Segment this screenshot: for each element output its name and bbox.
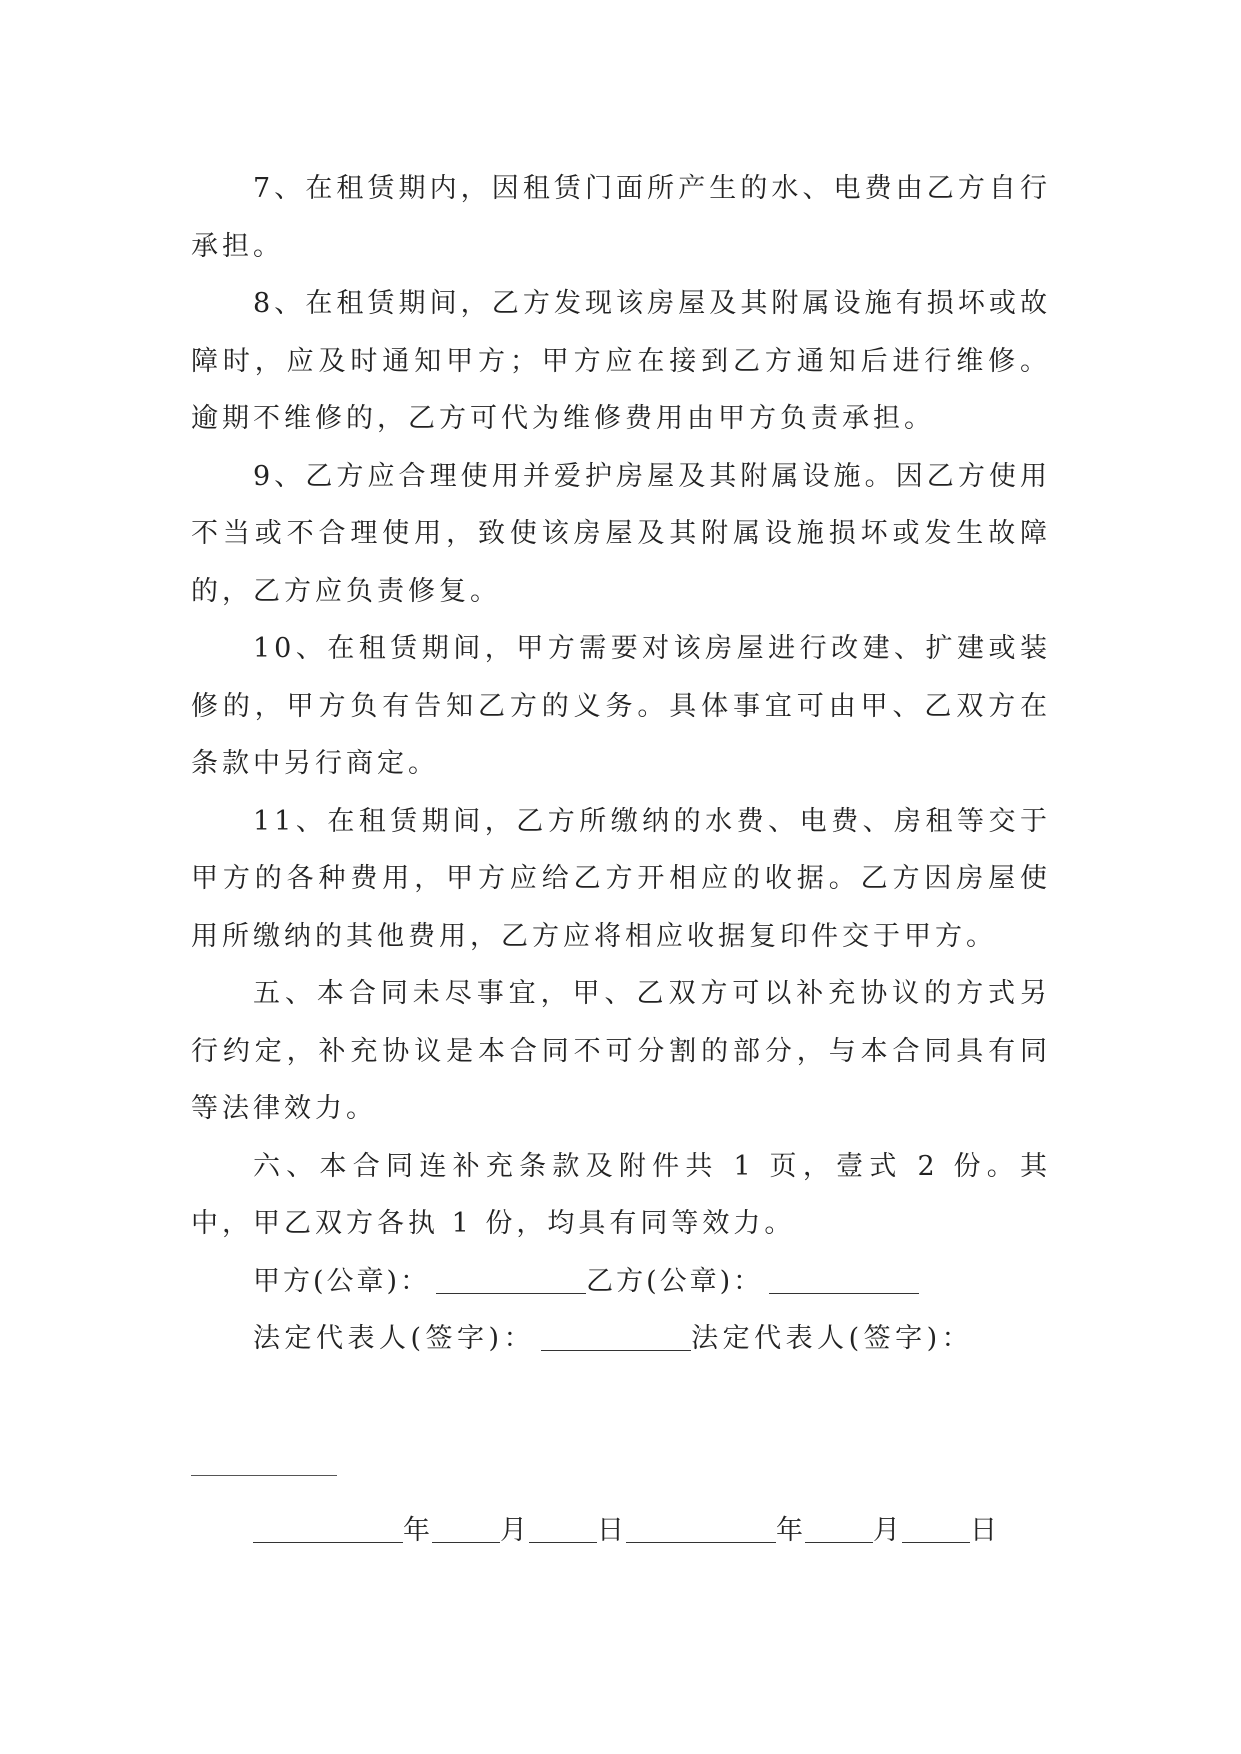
month-a-label: 月	[500, 1515, 529, 1546]
rep-b-label: 法定代表人(签字)：	[691, 1323, 974, 1354]
article-6: 六、本合同连补充条款及附件共 1 页，壹式 2 份。其中，甲乙双方各执 1 份，均具有同等效力。	[191, 1150, 1051, 1239]
seal-line	[191, 1253, 1051, 1311]
rep-b-blank[interactable]	[191, 1475, 337, 1476]
day-a-label: 日	[597, 1515, 626, 1546]
article-5: 五、本合同未尽事宜，甲、乙双方可以补充协议的方式另行约定，补充协议是本合同不可分割的部分，与本合同具有同等法律效力。	[191, 978, 1051, 1124]
year-b-label: 年	[776, 1515, 805, 1546]
month-b-blank[interactable]	[805, 1515, 873, 1543]
year-b-blank[interactable]	[626, 1515, 776, 1543]
day-b-blank[interactable]	[902, 1515, 970, 1543]
contract-body	[191, 160, 1051, 1368]
clause-11: 11、在租赁期间，乙方所缴纳的水费、电费、房租等交于甲方的各种费用，甲方应给乙方开相应的收据。乙方因房屋使用所缴纳的其他费用，乙方应将相应收据复印件交于甲方。	[191, 805, 1051, 952]
rep-a-label: 法定代表人(签字)：	[253, 1323, 536, 1354]
date-line	[253, 1502, 999, 1559]
party-a-seal-label: 甲方(公章)：	[253, 1265, 431, 1297]
party-b-seal-blank[interactable]	[769, 1266, 919, 1294]
day-b-label: 日	[970, 1515, 999, 1546]
clause-10: 10、在租赁期间，甲方需要对该房屋进行改建、扩建或装修的，甲方负有告知乙方的义务。具体事宜可由甲、乙双方在条款中另行商定。	[191, 633, 1051, 779]
clause-9: 9、乙方应合理使用并爱护房屋及其附属设施。因乙方使用不当或不合理使用，致使该房屋及其附属设施损坏或发生故障的，乙方应负责修复。	[191, 460, 1051, 607]
month-a-blank[interactable]	[432, 1515, 500, 1543]
representative-line	[191, 1310, 1051, 1368]
day-a-blank[interactable]	[529, 1515, 597, 1543]
year-a-blank[interactable]	[253, 1515, 403, 1543]
clause-7: 7、在租赁期内，因租赁门面所产生的水、电费由乙方自行承担。	[191, 173, 1051, 262]
rep-a-blank[interactable]	[541, 1323, 691, 1351]
clause-8: 8、在租赁期间，乙方发现该房屋及其附属设施有损坏或故障时，应及时通知甲方；甲方应在接到乙方通知后进行维修。逾期不维修的，乙方可代为维修费用由甲方负责承担。	[191, 288, 1051, 434]
year-a-label: 年	[403, 1515, 432, 1546]
month-b-label: 月	[873, 1515, 902, 1546]
party-b-seal-label: 乙方(公章)：	[586, 1265, 764, 1297]
party-a-seal-blank[interactable]	[436, 1266, 586, 1294]
